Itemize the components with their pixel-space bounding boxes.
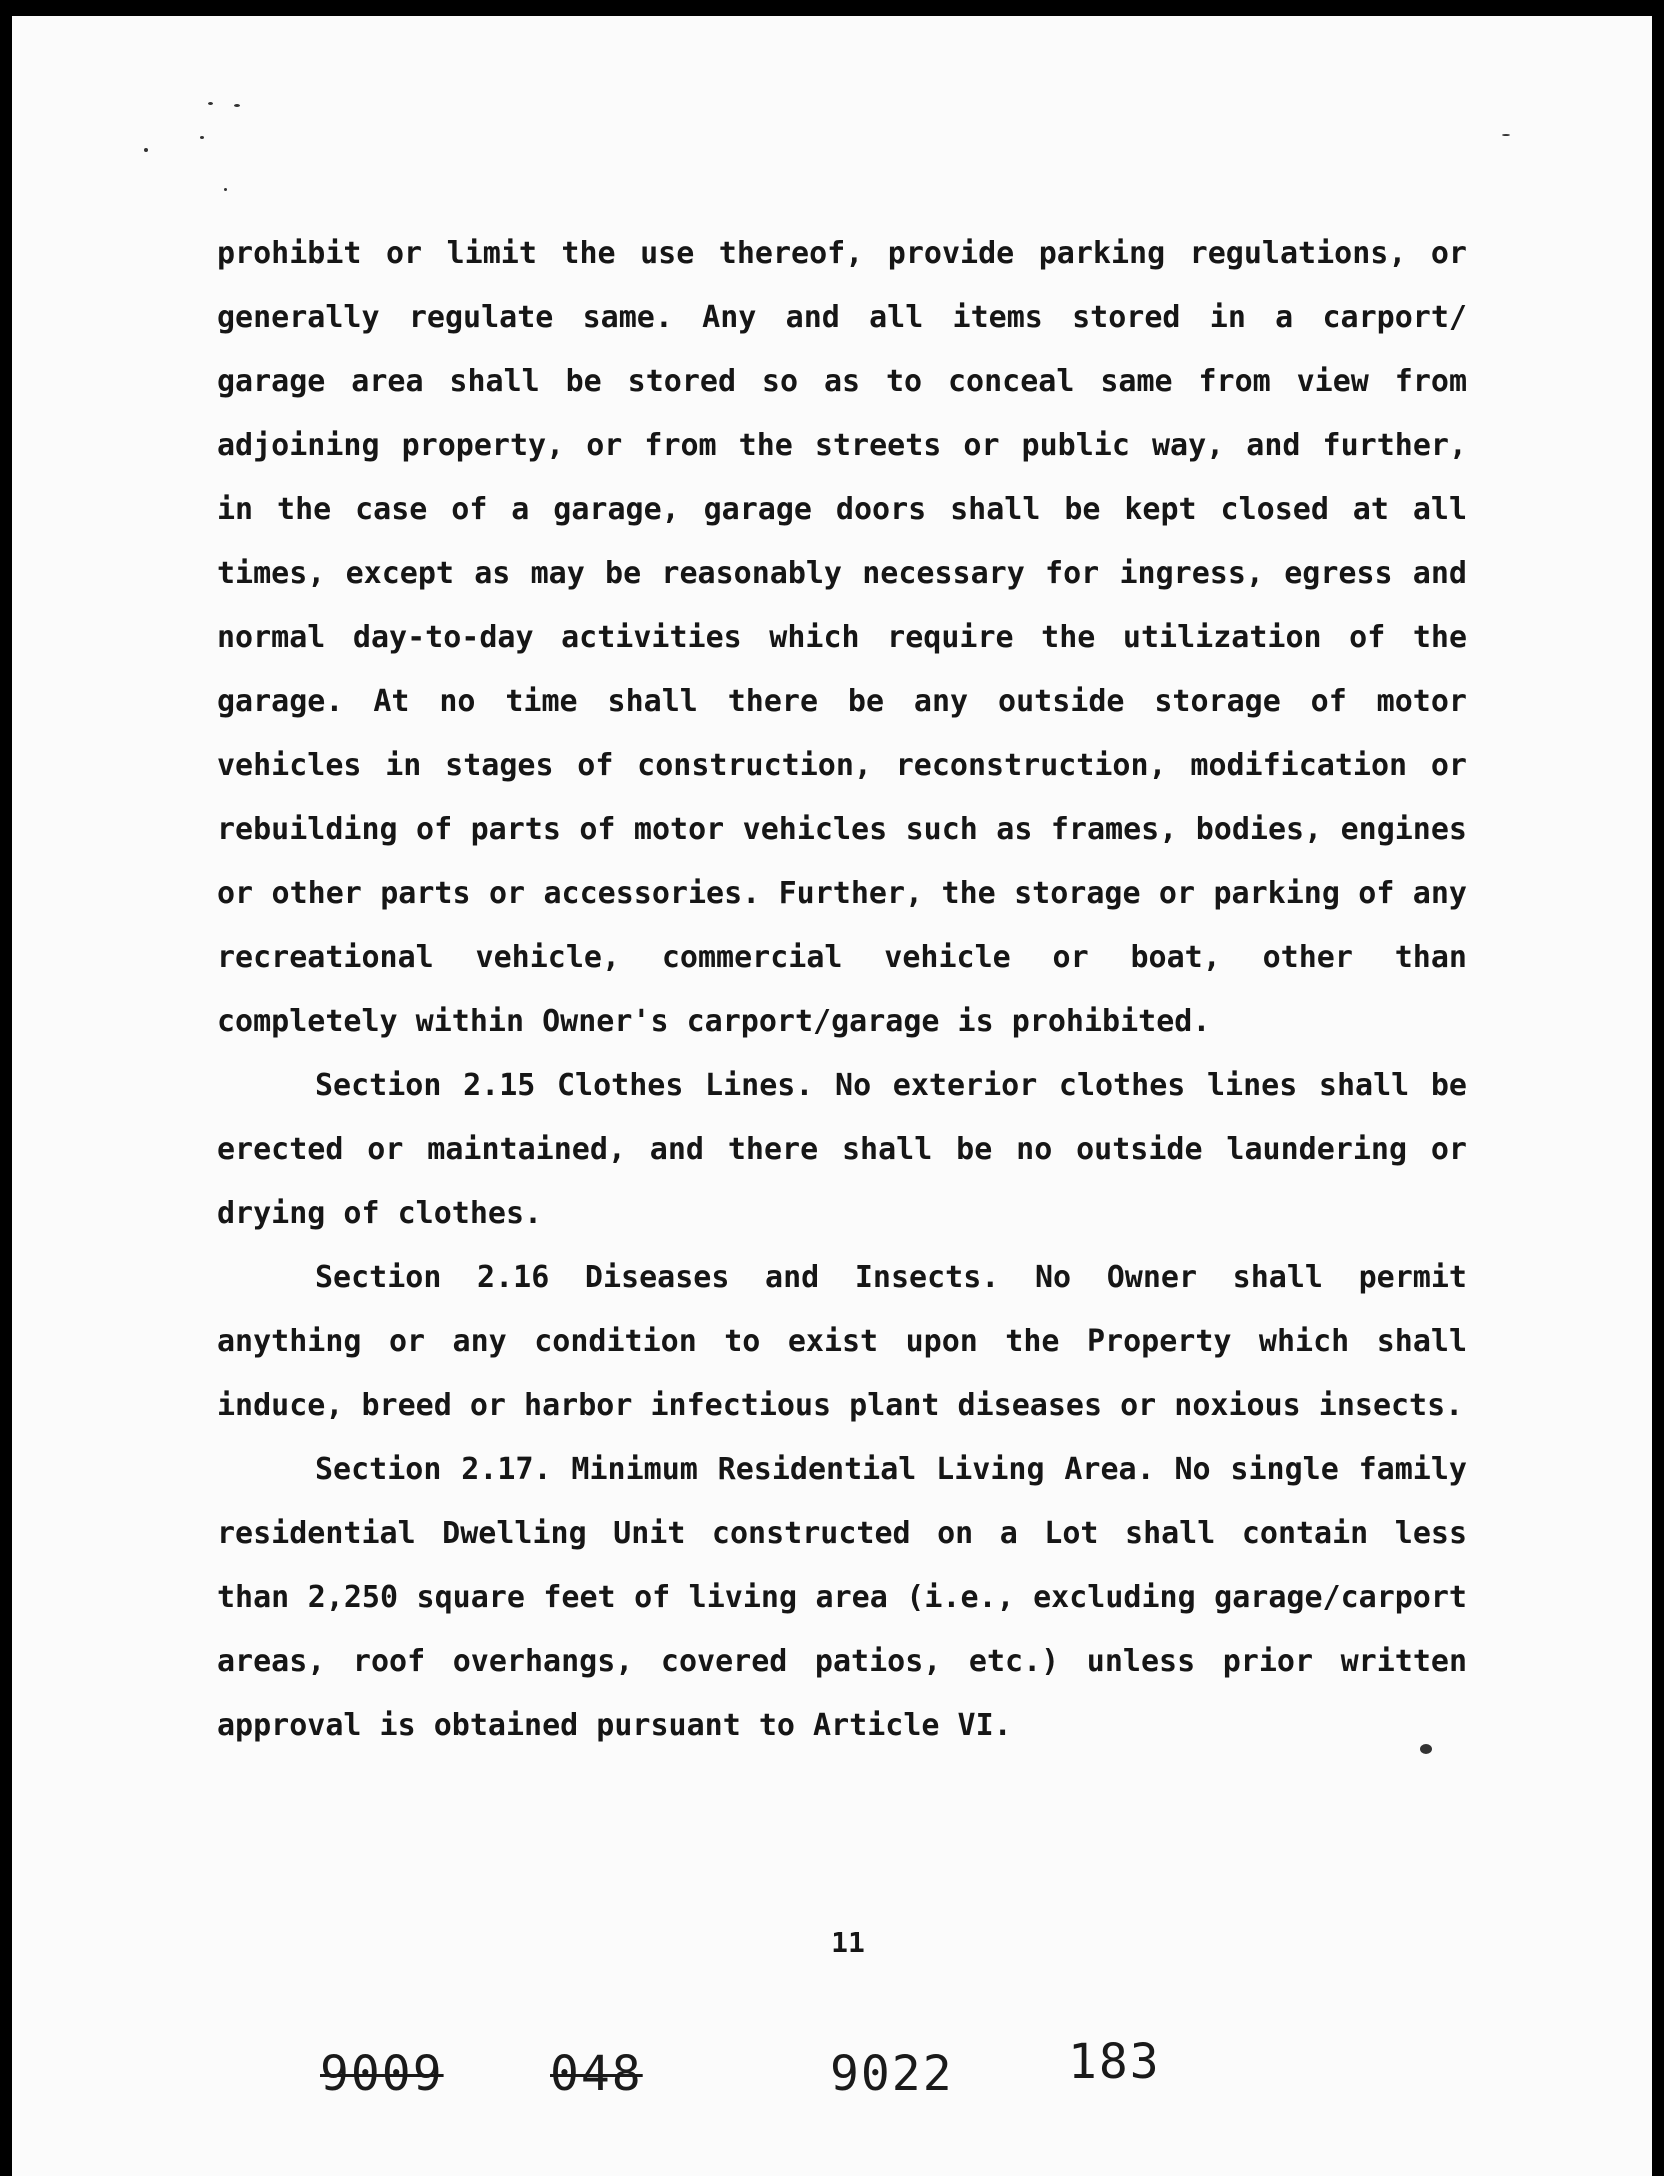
struck-reference-suffix: 048 [550, 2046, 643, 2102]
document-page [12, 16, 1652, 2176]
paragraph-section-2-17: Section 2.17. Minimum Residential Living Area. No single family residential Dwelling Unit constructed on a Lot shall contain less than 2,250 square feet of living area (i.e., excluding garage/carport areas, roof overhangs, covered patios, etc.) unless prior written approval is obtained pursuant to Article VI. [217, 1452, 1467, 1743]
page-number: 11 [831, 1926, 865, 1959]
scan-speck [200, 136, 204, 139]
paragraph-section-2-16: Section 2.16 Diseases and Insects. No Owner shall permit anything or any condition to exist upon the Property which shall induce, breed or harbor infectious plant diseases or noxious insects. [217, 1260, 1467, 1423]
paragraph-section-2-15: Section 2.15 Clothes Lines. No exterior clothes lines shall be erected or maintained, and there shall be no outside laundering or drying of clothes. [217, 1068, 1467, 1231]
scan-speck [1502, 134, 1510, 136]
scan-speck [208, 102, 213, 105]
reference-number: 9022 [830, 2046, 954, 2102]
scan-speck [144, 148, 148, 152]
paragraph-garage-storage: prohibit or limit the use thereof, provide parking regulations, or generally regulate same. Any and all items stored in a carport/ garage area shall be stored so as to conceal same from view from adjoining property, or from the streets or public way, and further, in the case of a garage, garage doors shall be kept closed at all times, except as may be reasonably necessary for ingress, egress and normal day-to-day activities which require the utilization of the garage. At no time shall there be any outside storage of motor vehicles in stages of construction, reconstruction, modification or rebuilding of parts of motor vehicles such as frames, bodies, engines or other parts or accessories. Further, the storage or parking of any recreational vehicle, commercial vehicle or boat, other than completely within Owner's carport/garage is prohibited. [217, 236, 1467, 1039]
reference-suffix: 183 [1068, 2034, 1161, 2090]
document-body [217, 222, 1467, 1758]
scan-speck [234, 104, 240, 107]
struck-reference-number: 9009 [320, 2046, 444, 2102]
scan-speck [224, 188, 227, 191]
